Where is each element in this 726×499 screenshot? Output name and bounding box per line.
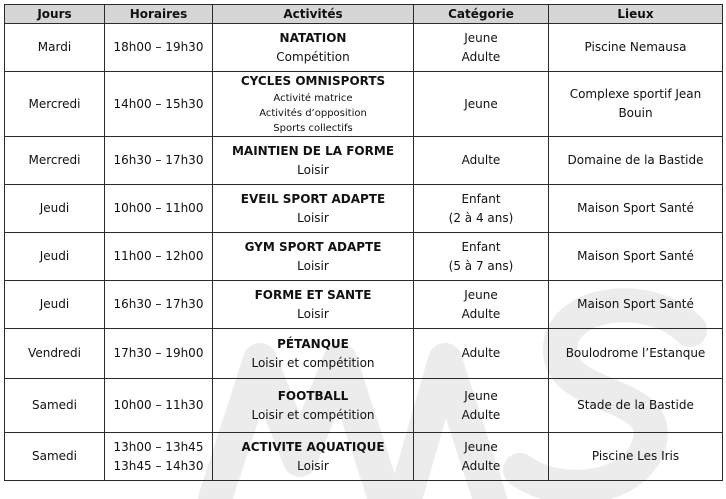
activity-cell (213, 185, 414, 233)
day-cell: Vendredi (5, 329, 105, 379)
time-cell (105, 185, 213, 233)
category-line: Adulte (461, 458, 501, 473)
time-cell (105, 379, 213, 433)
category-line: Adulte (461, 306, 501, 321)
category-cell (414, 24, 549, 72)
category-line: Adulte (461, 49, 501, 64)
activity-cell (213, 379, 414, 433)
table-row (5, 281, 723, 329)
category-cell (414, 233, 549, 281)
activity-title: FORME ET SANTE (254, 287, 372, 302)
header-row (5, 5, 723, 24)
place-cell (549, 185, 723, 233)
activity-title: NATATION (279, 30, 347, 45)
schedule-table (4, 4, 723, 481)
category-line: Jeune (464, 388, 498, 403)
day-cell: Mercredi (5, 137, 105, 185)
activity-title: MAINTIEN DE LA FORME (231, 143, 395, 158)
place-line: Maison Sport Santé (577, 297, 694, 311)
place-line: Boulodrome l’Estanque (565, 346, 706, 360)
activity-detail: Loisir (297, 258, 329, 273)
time-range: 14h00 – 15h30 (113, 96, 204, 111)
place-cell (549, 137, 723, 185)
activity-detail: Sports collectifs (273, 123, 353, 134)
activity-title: ACTIVITE AQUATIQUE (241, 439, 385, 454)
time-range: 13h00 – 13h45 (113, 439, 204, 454)
time-range: 13h45 – 14h30 (113, 458, 204, 473)
place-line: Complexe sportif Jean (569, 87, 702, 101)
activity-title: EVEIL SPORT ADAPTE (240, 191, 386, 206)
category-line: Jeune (464, 30, 498, 45)
table-row (5, 185, 723, 233)
category-cell (414, 433, 549, 481)
activity-detail: Loisir (297, 306, 329, 321)
activity-detail: Compétition (276, 49, 350, 64)
category-line: Enfant (461, 239, 501, 254)
place-cell (549, 379, 723, 433)
time-cell (105, 329, 213, 379)
header-activites: Activités (213, 5, 414, 24)
time-range: 10h00 – 11h00 (113, 201, 204, 215)
place-line: Domaine de la Bastide (567, 153, 704, 167)
time-cell (105, 433, 213, 481)
place-cell (549, 329, 723, 379)
activity-cell (213, 329, 414, 379)
time-range: 16h30 – 17h30 (113, 297, 204, 311)
table-row (5, 379, 723, 433)
day-cell: Jeudi (5, 233, 105, 281)
time-range: 18h00 – 19h30 (113, 40, 204, 54)
place-line: Piscine Les Iris (591, 449, 680, 463)
place-cell (549, 281, 723, 329)
place-line: Piscine Nemausa (584, 40, 687, 54)
day-cell: Samedi (5, 379, 105, 433)
place-line: Maison Sport Santé (577, 249, 694, 263)
table-row (5, 329, 723, 379)
category-line: Adulte (461, 407, 501, 422)
category-cell (414, 379, 549, 433)
category-line: Jeune (464, 287, 498, 302)
activity-title: FOOTBALL (277, 388, 349, 403)
activity-cell (213, 137, 414, 185)
time-range: 16h30 – 17h30 (113, 153, 204, 167)
table-row (5, 433, 723, 481)
activity-cell (213, 433, 414, 481)
time-cell (105, 281, 213, 329)
table-row (5, 24, 723, 72)
time-range: 10h00 – 11h30 (113, 398, 204, 412)
place-cell (549, 72, 723, 137)
category-cell (414, 137, 549, 185)
place-line: Stade de la Bastide (577, 398, 694, 412)
day-cell: Jeudi (5, 281, 105, 329)
day-cell: Jeudi (5, 185, 105, 233)
category-cell (414, 329, 549, 379)
table-row (5, 72, 723, 137)
category-line: Adulte (461, 153, 501, 167)
category-line: Jeune (464, 96, 498, 111)
table-row (5, 137, 723, 185)
time-range: 17h30 – 19h00 (113, 346, 204, 360)
activity-cell (213, 24, 414, 72)
category-line: Adulte (461, 346, 501, 360)
category-line: (2 à 4 ans) (448, 210, 514, 225)
activity-title: CYCLES OMNISPORTS (240, 74, 386, 88)
activity-detail: Loisir (297, 458, 329, 473)
category-cell (414, 72, 549, 137)
header-categorie: Catégorie (414, 5, 549, 24)
time-cell (105, 233, 213, 281)
time-cell (105, 72, 213, 137)
place-cell (549, 24, 723, 72)
category-line: (5 à 7 ans) (448, 258, 514, 273)
place-cell (549, 433, 723, 481)
category-cell (414, 281, 549, 329)
time-cell (105, 24, 213, 72)
place-line: Bouin (618, 106, 653, 120)
place-cell (549, 233, 723, 281)
place-line: Maison Sport Santé (577, 201, 694, 215)
day-cell: Mercredi (5, 72, 105, 137)
header-horaires: Horaires (105, 5, 213, 24)
activity-detail: Loisir (297, 210, 329, 225)
day-cell: Mardi (5, 24, 105, 72)
activity-title: PÉTANQUE (277, 336, 349, 351)
day-cell: Samedi (5, 433, 105, 481)
table-row (5, 233, 723, 281)
header-jours: Jours (5, 5, 105, 24)
time-range: 11h00 – 12h00 (113, 249, 204, 263)
activity-detail: Activités d’opposition (259, 108, 367, 119)
category-cell (414, 185, 549, 233)
category-line: Enfant (461, 191, 501, 206)
activity-cell (213, 233, 414, 281)
activity-cell (213, 72, 414, 137)
activity-detail: Activité matrice (273, 93, 353, 104)
activity-cell (213, 281, 414, 329)
time-cell (105, 137, 213, 185)
activity-title: GYM SPORT ADAPTE (244, 239, 382, 254)
category-line: Jeune (464, 439, 498, 454)
activity-detail: Loisir et compétition (251, 407, 375, 422)
activity-detail: Loisir (297, 162, 329, 177)
activity-detail: Loisir et compétition (251, 355, 375, 370)
header-lieux: Lieux (549, 5, 723, 24)
